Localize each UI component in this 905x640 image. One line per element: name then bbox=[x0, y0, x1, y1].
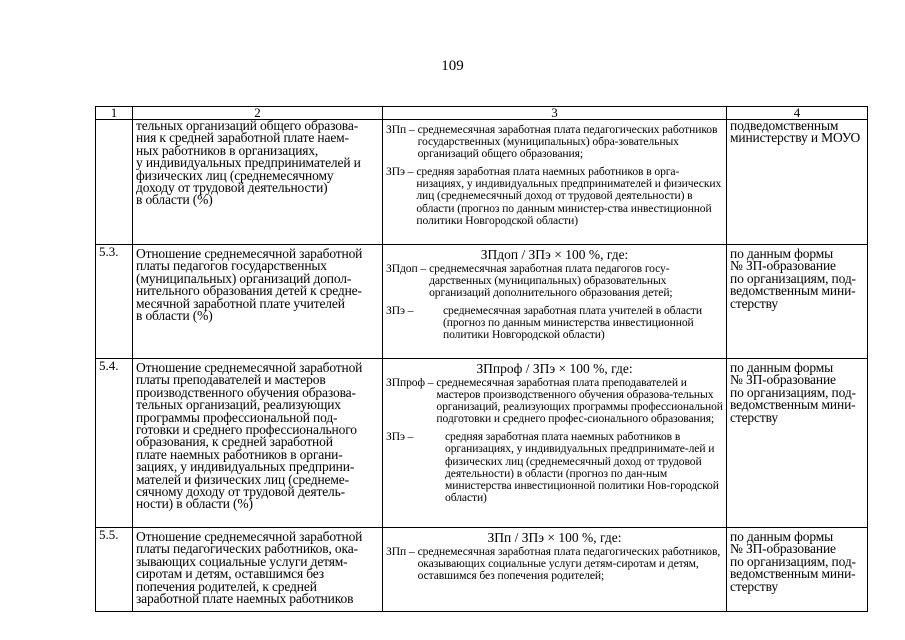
source-line: подведомственным bbox=[730, 118, 839, 133]
definition-symbol: ЗПэ – bbox=[386, 430, 414, 444]
indicator-line: производственного обучения образова- bbox=[136, 384, 356, 400]
source-line: стерству bbox=[730, 578, 778, 594]
indicator-cell bbox=[133, 359, 383, 528]
source-line: ведомственным мини- bbox=[730, 283, 856, 299]
definition-symbol: ЗПдоп – bbox=[386, 262, 427, 275]
source-line: по данным формы bbox=[730, 246, 834, 261]
source-line: министерству и МОУО bbox=[730, 130, 861, 146]
indicator-line: заработной плате наемных работников bbox=[136, 591, 354, 607]
source-line: № ЗП-образование bbox=[730, 541, 836, 557]
definition-text: среднемесячная заработная плата педагогов госу-дарственных (муниципальных) образовательных организаций дополнительного образования детей; bbox=[429, 262, 673, 300]
definition-text: среднемесячная заработная плата педагогических работников государственных (муниципальных) обра-зовательных организаций общего образования; bbox=[417, 123, 718, 161]
indicator-line: ности) в области (%) bbox=[136, 496, 253, 512]
definition-text: среднемесячная заработная плата учителей в области (прогноз по данным министерства инвестиционной политики Новгородской области) bbox=[443, 304, 703, 342]
definition-text: средняя заработная плата наемных работников в организациях, у индивидуальных предпринимате-лей и физических лиц (среднемесячный доход от трудовой деятельности) в области (прогноз по дан-ным министерства инвестиционной политики Нов-городской области) bbox=[445, 430, 719, 504]
definition-text: среднемесячная заработная плата преподавателей и мастеров производственного обучения образова-тельных организаций, реализующих программы профессиональной подготовки и среднего профес-сионального образования; bbox=[436, 376, 723, 426]
header-col-2: 2 bbox=[133, 107, 383, 120]
source-line: стерству bbox=[730, 295, 778, 311]
indicator-line: месячной заработной плате учителей bbox=[136, 295, 345, 311]
indicator-line: программы профессиональной под- bbox=[136, 409, 338, 425]
header-col-4: 4 bbox=[727, 107, 868, 120]
indicator-line: платы педагогов государственных bbox=[136, 258, 327, 274]
table-row bbox=[96, 359, 868, 528]
indicator-line: платы педагогических работников, ока- bbox=[136, 541, 358, 557]
table-row bbox=[96, 245, 868, 359]
indicator-line: зывающих социальные услуги детям- bbox=[136, 553, 348, 569]
definition-text: среднемесячная заработная плата педагогических работников, оказывающих социальные услуги детям-сиротам и детям, оставшимся без попечения родителей; bbox=[417, 545, 721, 583]
indicator-line: Отношение среднемесячной заработной bbox=[136, 360, 363, 375]
definition-symbol: ЗПпроф – bbox=[386, 376, 434, 389]
source-line: по данным формы bbox=[730, 360, 834, 375]
indicator-cell bbox=[133, 245, 383, 359]
definition bbox=[386, 166, 723, 226]
indicator-line: доходу от трудовой деятельности) bbox=[136, 180, 328, 196]
definition-symbol: ЗПэ – bbox=[386, 165, 414, 179]
indicator-line: (муниципальных) организаций допол- bbox=[136, 270, 352, 286]
indicator-cell bbox=[133, 528, 383, 612]
source-line: по организациям, под- bbox=[730, 384, 856, 400]
source-line: № ЗП-образование bbox=[730, 258, 836, 274]
formula: ЗПдоп / ЗПэ × 100 %, где: bbox=[480, 247, 629, 262]
header-col-1: 1 bbox=[96, 107, 133, 120]
source-line: ведомственным мини- bbox=[730, 397, 856, 413]
table-row bbox=[96, 120, 868, 245]
calculation-cell bbox=[383, 120, 727, 245]
definition bbox=[386, 431, 723, 504]
definition bbox=[386, 546, 723, 582]
indicator-line: мателей и физических лиц (среднеме- bbox=[136, 471, 349, 487]
source-line: ведомственным мини- bbox=[730, 566, 856, 582]
indicator-line: в области (%) bbox=[136, 308, 213, 324]
definition bbox=[386, 377, 723, 425]
table-row bbox=[96, 528, 868, 612]
definition-symbol: ЗПп – bbox=[386, 123, 415, 136]
source-cell bbox=[727, 528, 868, 612]
definition bbox=[386, 124, 723, 160]
indicator-line: у индивидуальных предпринимателей и bbox=[136, 155, 361, 171]
indicator-cell bbox=[133, 120, 383, 245]
source-line: стерству bbox=[730, 409, 778, 425]
indicator-line: физических лиц (среднемесячному bbox=[136, 167, 334, 183]
source-line: по организациям, под- bbox=[730, 553, 856, 569]
calculation-cell bbox=[383, 245, 727, 359]
source-line: по данным формы bbox=[730, 529, 834, 544]
definition-symbol: ЗПэ – bbox=[386, 304, 414, 318]
indicator-line: сиротам и детям, оставшимся без bbox=[136, 566, 324, 582]
row-number: 5.4. bbox=[96, 359, 133, 528]
definition-text: средняя заработная плата наемных работников в орга-низациях, у индивидуальных предпринимателей и физических лиц (среднемесячный доход от трудовой деятельности) в области (прогноз по данным министер-ства инвестиционной политики Новгородской области) bbox=[416, 165, 722, 227]
indicator-line: Отношение среднемесячной заработной bbox=[136, 246, 363, 261]
formula: ЗПп / ЗПэ × 100 %, где: bbox=[487, 530, 622, 545]
row-number: 5.3. bbox=[96, 245, 133, 359]
calculation-cell bbox=[383, 359, 727, 528]
row-number bbox=[96, 120, 133, 245]
definition bbox=[386, 263, 723, 299]
indicator-line: плате наемных работников в органи- bbox=[136, 446, 343, 462]
indicator-line: Отношение среднемесячной заработной bbox=[136, 529, 363, 544]
indicator-line: платы преподавателей и мастеров bbox=[136, 372, 326, 388]
indicator-line: готовки и среднего профессионального bbox=[136, 422, 357, 438]
indicator-line: в области (%) bbox=[136, 192, 213, 208]
indicator-line: ных работников в организациях, bbox=[136, 142, 319, 158]
definition bbox=[386, 305, 723, 341]
indicator-line: ния к средней заработной плате наем- bbox=[136, 130, 349, 146]
row-number: 5.5. bbox=[96, 528, 133, 612]
source-cell bbox=[727, 120, 868, 245]
definition-symbol: ЗПп – bbox=[386, 545, 415, 558]
indicator-line: нительного образования детей к средне- bbox=[136, 283, 362, 299]
source-line: № ЗП-образование bbox=[730, 372, 836, 388]
formula: ЗПпроф / ЗПэ × 100 %, где: bbox=[476, 361, 633, 376]
indicator-line: тельных организаций общего образова- bbox=[136, 118, 359, 133]
source-cell bbox=[727, 245, 868, 359]
indicators-table bbox=[95, 106, 868, 612]
indicator-line: сячному доходу от трудовой деятель- bbox=[136, 484, 345, 500]
indicator-line: образования, к средней заработной bbox=[136, 434, 333, 450]
header-col-3: 3 bbox=[383, 107, 727, 120]
source-cell bbox=[727, 359, 868, 528]
indicator-line: тельных организаций, реализующих bbox=[136, 397, 341, 413]
indicator-line: зациях, у индивидуальных предприни- bbox=[136, 459, 355, 475]
source-line: по организациям, под- bbox=[730, 270, 856, 286]
indicator-line: попечения родителей, к средней bbox=[136, 578, 317, 594]
page-number: 109 bbox=[441, 58, 464, 74]
calculation-cell bbox=[383, 528, 727, 612]
